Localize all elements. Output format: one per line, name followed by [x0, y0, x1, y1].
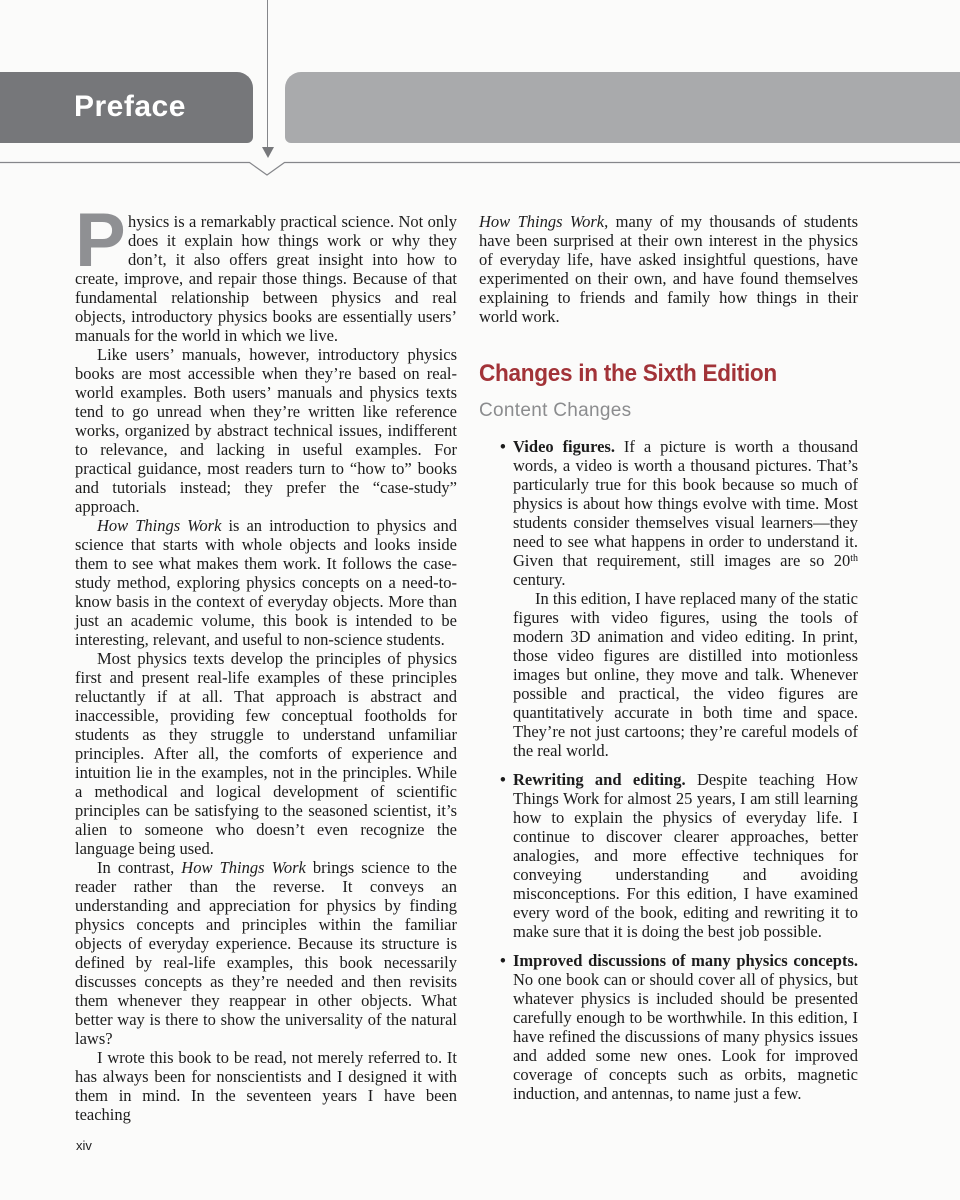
section-heading: Changes in the Sixth Edition	[479, 360, 777, 387]
paragraph: Video figures. If a picture is worth a thousand words, a video is worth a thousand pictures. That’s particularly true for this book because so much of physics is about how things evolve with time. Most students consider themselves visual learners—they need to see what happens in order to understand it. Given that requirement, still images are so 20th century.	[513, 437, 858, 589]
bullet-icon: •	[500, 951, 506, 970]
paragraph: Most physics texts develop the principles of physics first and present real-life examples of these principles reluctantly if at all. That approach is abstract and inaccessible, providing few conceptual footholds for students as they struggle to understand unfamiliar principles. After all, the comforts of experience and intuition lie in the examples, not in the principles. While a methodical and logical development of scientific principles can be satisfying to the seasoned scientist, it’s alien to someone who doesn’t even recognize the language being used.	[75, 649, 457, 858]
paragraph: How Things Work is an introduction to physics and science that starts with whole objects and looks inside them to see what makes them work. It follows the case-study method, exploring physics concepts on a need-to-know basis in the context of everyday objects. More than just an academic volume, this book is intended to be interesting, relevant, and useful to non-science students.	[75, 516, 457, 649]
subsection-heading: Content Changes	[479, 400, 632, 421]
left-column	[75, 198, 458, 1124]
page-number: xiv	[76, 1138, 92, 1153]
right-column	[479, 212, 858, 1113]
bullet-lead: Improved discussions of many physics concepts.	[513, 951, 858, 970]
chapter-title-tab	[0, 72, 253, 143]
bullet-icon: •	[500, 437, 506, 456]
dropcap-letter: P	[75, 198, 126, 283]
paragraph: Physics is a remarkably practical science. Not only does it explain how things work or why they don’t, it also offers great insight into how to create, improve, and repair those things. Because of that fundamental relationship between physics and real objects, introductory physics books are essentially users’ manuals for the world in which we live.	[75, 198, 457, 345]
header-vertical-line	[267, 0, 268, 147]
bullet-lead: Rewriting and editing.	[513, 770, 686, 789]
page-title: Preface	[74, 90, 186, 123]
header-band	[285, 72, 960, 143]
list-item	[479, 437, 858, 760]
bullet-icon: •	[500, 770, 506, 789]
paragraph: In contrast, How Things Work brings science to the reader rather than the reverse. It conveys an understanding and appreciation for physics by finding physics concepts and principles within the familiar objects of everyday experience. Because its structure is defined by real-life examples, this book necessarily discusses concepts as they’re needed and then revisits them whenever they reappear in other objects. What better way is there to show the universality of the natural laws?	[75, 858, 458, 1048]
paragraph: In this edition, I have replaced many of the static figures with video figures, using the tools of modern 3D animation and video editing. In print, those video figures are distilled into motionless images but online, they move and talk. Whenever possible and practical, the video figures are quantitatively accurate in both time and space. They’re not just cartoons; they’re careful models of the real world.	[513, 589, 858, 760]
bullet-lead: Video figures.	[513, 437, 615, 456]
paragraph: I wrote this book to be read, not merely referred to. It has always been for nonscientists and I designed it with them in mind. In the seventeen years I have been teaching	[75, 1048, 457, 1124]
list-item	[479, 770, 858, 941]
content-changes-list	[479, 437, 858, 1103]
list-item	[479, 951, 858, 1103]
header-rule-chevron	[0, 156, 960, 176]
paragraph: Rewriting and editing. Despite teaching How Things Work for almost 25 years, I am still learning how to explain the physics of everyday life. I continue to discover clearer approaches, better analogies, and more effective techniques for conveying understanding and avoiding misconceptions. For this edition, I have examined every word of the book, editing and rewriting it to make sure that it is doing the best job possible.	[513, 770, 859, 941]
paragraph: How Things Work, many of my thousands of students have been surprised at their own interest in the physics of everyday life, have asked insightful questions, have experimented on their own, and have found themselves explaining to friends and family how things in their world work.	[479, 212, 858, 326]
paragraph: Improved discussions of many physics concepts. No one book can or should cover all of physics, but whatever physics is included should be presented carefully enough to be worthwhile. In this edition, I have refined the discussions of many physics issues and added some new ones. Look for improved coverage of concepts such as orbits, magnetic induction, and antennas, to name just a few.	[513, 951, 858, 1103]
paragraph: Like users’ manuals, however, introductory physics books are most accessible when they’re based on real-world examples. Both users’ manuals and physics texts tend to go unread when they’re written like reference works, organized by abstract technical issues, indifferent to relevance, and lacking in useful examples. For practical guidance, most readers turn to “how to” books and tutorials instead; they prefer the “case-study” approach.	[75, 345, 457, 516]
